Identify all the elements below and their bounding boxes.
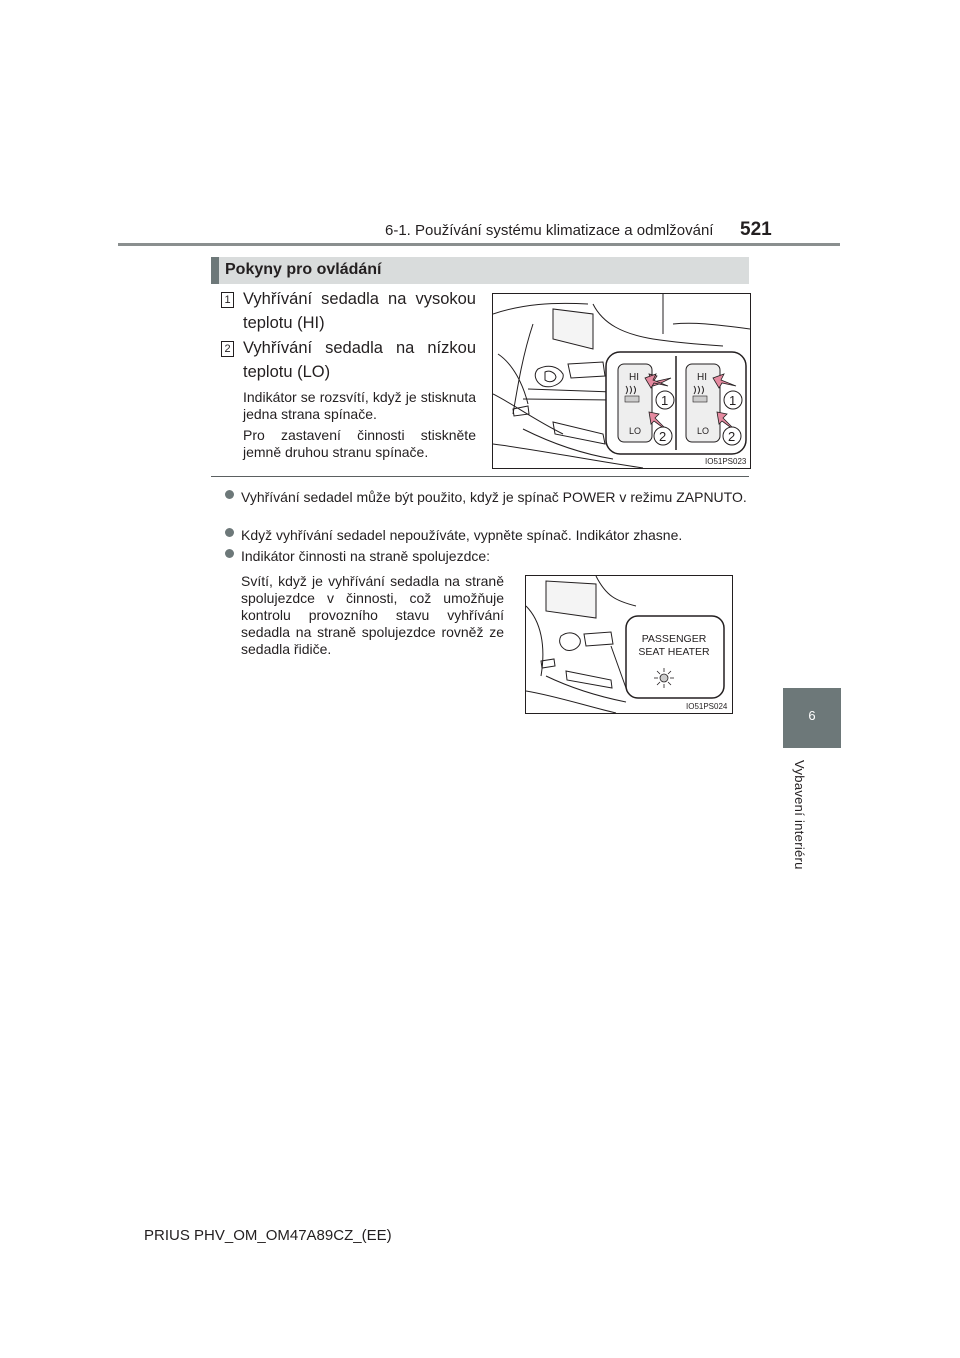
callout-2-right: 2 [728,429,736,444]
callout-1-right: 1 [729,393,737,408]
bullet-item-2 [225,526,751,544]
page-number: 521 [740,219,772,240]
bullet-text-3: Indikátor činnosti na straně spolujezdce: [241,548,491,564]
bullet-text-2: Když vyhřívání sedadel nepoužíváte, vypněte spínač. Indikátor zhasne. [241,527,683,543]
section-heading-accent [211,257,219,284]
bullet-item-3 [225,547,751,565]
header-rule [118,243,840,246]
hi-label-right: HI [697,372,707,383]
chapter-number: 6 [808,708,816,723]
passenger-indicator-note: Svítí, když je vyhřívání sedadla na straně spolujezdce v činnosti, což umožňuje kontrolu provozního stavu vyhřívání sedadla na straně spolujezdce rovněž ze sedadla řidiče. [241,573,504,657]
bullet-item-1 [225,488,751,506]
figure-passenger-seat-heater-indicator [525,575,733,714]
section-divider [211,476,749,477]
item-number-2: 2 [221,341,234,357]
left-seat-heater-switch [618,364,652,442]
bullet-text-1: Vyhřívání sedadel může být použito, když je spínač POWER v režimu ZAPNUTO. [241,489,747,505]
lo-label-right: LO [697,426,710,436]
item-text-2: Vyhřívání sedadla na nízkou teplotu (LO) [243,339,476,381]
figure1-code: IO51PS023 [705,457,747,466]
note-stop: Pro zastavení činnosti stiskněte jemně druhou stranu spínače. [243,427,476,460]
passenger-label-line1: PASSENGER [641,633,707,645]
dashboard-switch-illustration [493,294,750,468]
callout-1-left: 1 [661,393,669,408]
callout-2-left: 2 [659,429,667,444]
bullet-dot [225,490,234,499]
bullet-dot [225,528,234,537]
note-indicator: Indikátor se rozsvítí, když je stisknuta jedna strana spínače. [243,389,476,422]
section-heading: Pokyny pro ovládání [225,261,382,278]
item-text-1: Vyhřívání sedadla na vysokou teplotu (HI) [243,290,476,332]
passenger-indicator-illustration [526,576,732,713]
figure2-code: IO51PS024 [686,702,728,711]
hi-label-left: HI [629,372,639,383]
bullet-dot [225,549,234,558]
indicator-light-icon [654,668,674,688]
chapter-name: Vybavení interiéru [792,760,807,870]
document-id: PRIUS PHV_OM_OM47A89CZ_(EE) [144,1227,392,1244]
section-title: 6-1. Používání systému klimatizace a odmlžování [385,222,714,239]
item-number-1: 1 [221,292,234,308]
figure-seat-heater-switches [492,293,751,469]
right-seat-heater-switch [686,364,720,442]
passenger-label-line2: SEAT HEATER [638,646,710,658]
lo-label-left: LO [629,426,642,436]
